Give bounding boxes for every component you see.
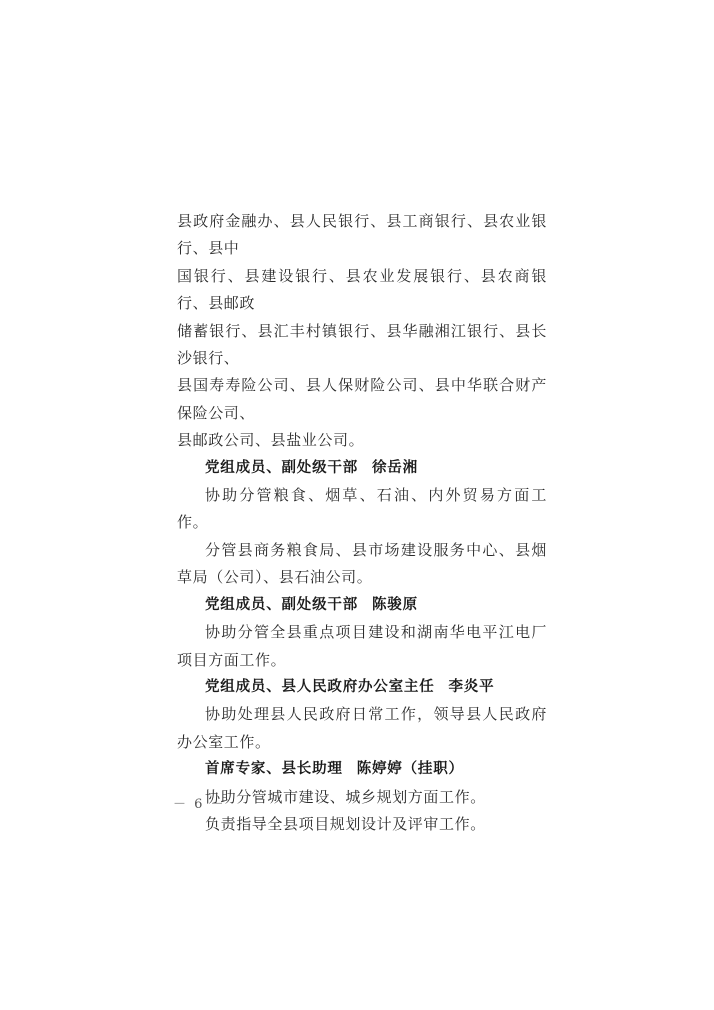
- section-person-name: 徐岳湘: [372, 459, 418, 476]
- section-person-name: 李炎平: [448, 678, 495, 695]
- section-heading: [177, 674, 547, 701]
- section-chen-junyuan: [177, 592, 547, 674]
- intro-line: 县国寿寿险公司、县人保财险公司、县中华联合财产保险公司、: [177, 376, 547, 422]
- section-chen-tingting: [177, 756, 547, 838]
- document-body: [177, 208, 547, 838]
- page-number: － 6 －: [173, 797, 226, 812]
- section-title: 党组成员、副处级干部: [205, 459, 358, 476]
- intro-line: 县邮政公司、县盐业公司。: [177, 431, 365, 450]
- section-paragraph: 协助分管全县重点项目建设和湖南华电平江电厂项目方面工作。: [177, 623, 547, 669]
- section-xu-yuexiang: [177, 455, 547, 592]
- section-title: 党组成员、副处级干部: [205, 596, 358, 613]
- section-heading: [177, 592, 547, 619]
- section-paragraph: 协助分管城市建设、城乡规划方面工作。: [205, 787, 486, 806]
- section-person-name: 陈骏原: [372, 596, 418, 613]
- section-paragraph: 协助处理县人民政府日常工作，领导县人民政府办公室工作。: [177, 705, 547, 751]
- section-title: 首席专家、县长助理: [205, 761, 343, 778]
- intro-line: 县政府金融办、县人民银行、县工商银行、县农业银行、县中: [177, 212, 547, 258]
- section-paragraph: 分管县商务粮食局、县市场建设服务中心、县烟草局（公司）、县石油公司。: [177, 540, 547, 587]
- intro-line: 储蓄银行、县汇丰村镇银行、县华融湘江银行、县长沙银行、: [177, 321, 547, 368]
- intro-line: 国银行、县建设银行、县农业发展银行、县农商银行、县邮政: [177, 266, 547, 313]
- section-paragraph: 协助分管粮食、烟草、石油、内外贸易方面工作。: [177, 486, 547, 532]
- section-heading: [177, 756, 547, 783]
- section-li-yanping: [177, 674, 547, 756]
- section-title: 党组成员、县人民政府办公室主任: [205, 678, 435, 695]
- section-person-name: 陈婷婷（挂职）: [356, 761, 464, 778]
- section-paragraph: 负责指导全县项目规划设计及评审工作。: [205, 814, 486, 833]
- intro-paragraph: [177, 208, 547, 455]
- section-heading: [177, 455, 547, 482]
